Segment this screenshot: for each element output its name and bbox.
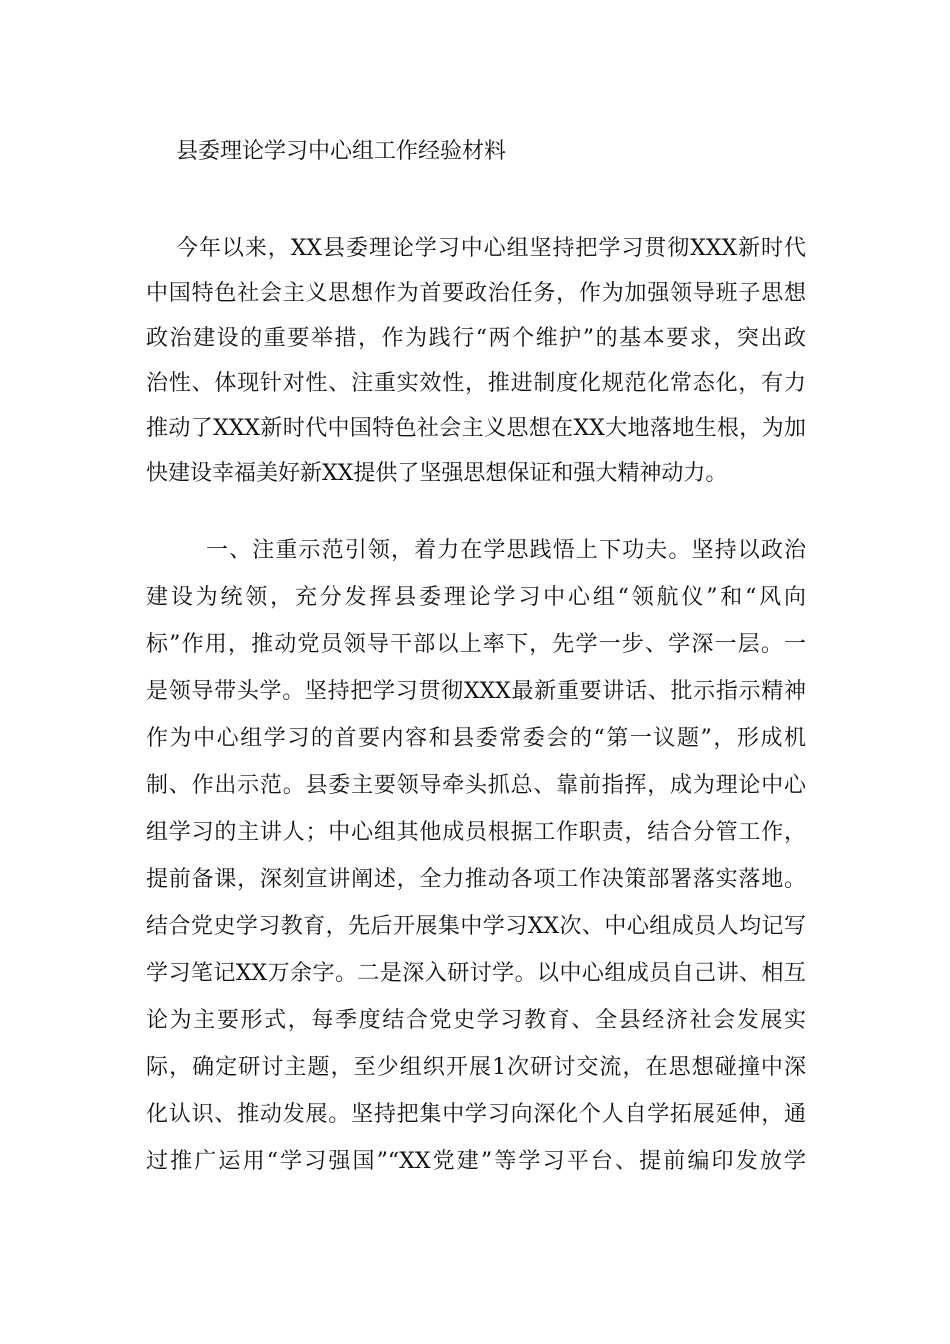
paragraph-line: 一、注重示范引领，着力在学思践悟上下功夫。坚持以政治 xyxy=(206,538,806,563)
paragraph-line: 建设为统领，充分发挥县委理论学习中心组“领航仪”和“风向 xyxy=(146,585,806,610)
paragraph-line: 过推广运用“学习强国”“XX党建”等学习平台、提前编印发放学 xyxy=(146,1149,806,1174)
paragraph-line: 作为中心组学习的首要内容和县委常委会的“第一议题”，形成机 xyxy=(146,726,806,751)
paragraph-line: 快建设幸福美好新XX提供了坚强思想保证和强大精神动力。 xyxy=(146,461,728,486)
paragraph-line: 论为主要形式，每季度结合党史学习教育、全县经济社会发展实 xyxy=(146,1008,806,1033)
document-title: 县委理论学习中心组工作经验材料 xyxy=(176,139,507,164)
paragraph-line: 今年以来，XX县委理论学习中心组坚持把学习贯彻XXX新时代 xyxy=(176,236,806,261)
paragraph-line: 推动了XXX新时代中国特色社会主义思想在XX大地落地生根，为加 xyxy=(146,416,806,441)
paragraph-line: 是领导带头学。坚持把学习贯彻XXX最新重要讲话、批示指示精神 xyxy=(146,679,806,704)
paragraph-line: 标”作用，推动党员领导干部以上率下，先学一步、学深一层。一 xyxy=(146,632,806,657)
paragraph-line: 组学习的主讲人；中心组其他成员根据工作职责，结合分管工作， xyxy=(146,820,806,845)
paragraph-line: 化认识、推动发展。坚持把集中学习向深化个人自学拓展延伸，通 xyxy=(146,1102,806,1127)
paragraph-line: 结合党史学习教育，先后开展集中学习XX次、中心组成员人均记写 xyxy=(146,914,806,939)
paragraph-line: 制、作出示范。县委主要领导牵头抓总、靠前指挥，成为理论中心 xyxy=(146,773,806,798)
paragraph-line: 际，确定研讨主题，至少组织开展1次研讨交流，在思想碰撞中深 xyxy=(146,1055,806,1080)
paragraph-line: 中国特色社会主义思想作为首要政治任务，作为加强领导班子思想 xyxy=(146,281,806,306)
paragraph-line: 治性、体现针对性、注重实效性，推进制度化规范化常态化，有力 xyxy=(146,371,806,396)
paragraph-line: 学习笔记XX万余字。二是深入研讨学。以中心组成员自己讲、相互 xyxy=(146,961,806,986)
paragraph-line: 政治建设的重要举措，作为践行“两个维护”的基本要求，突出政 xyxy=(146,326,806,351)
paragraph-line: 提前备课，深刻宣讲阐述，全力推动各项工作决策部署落实落地。 xyxy=(146,867,806,892)
